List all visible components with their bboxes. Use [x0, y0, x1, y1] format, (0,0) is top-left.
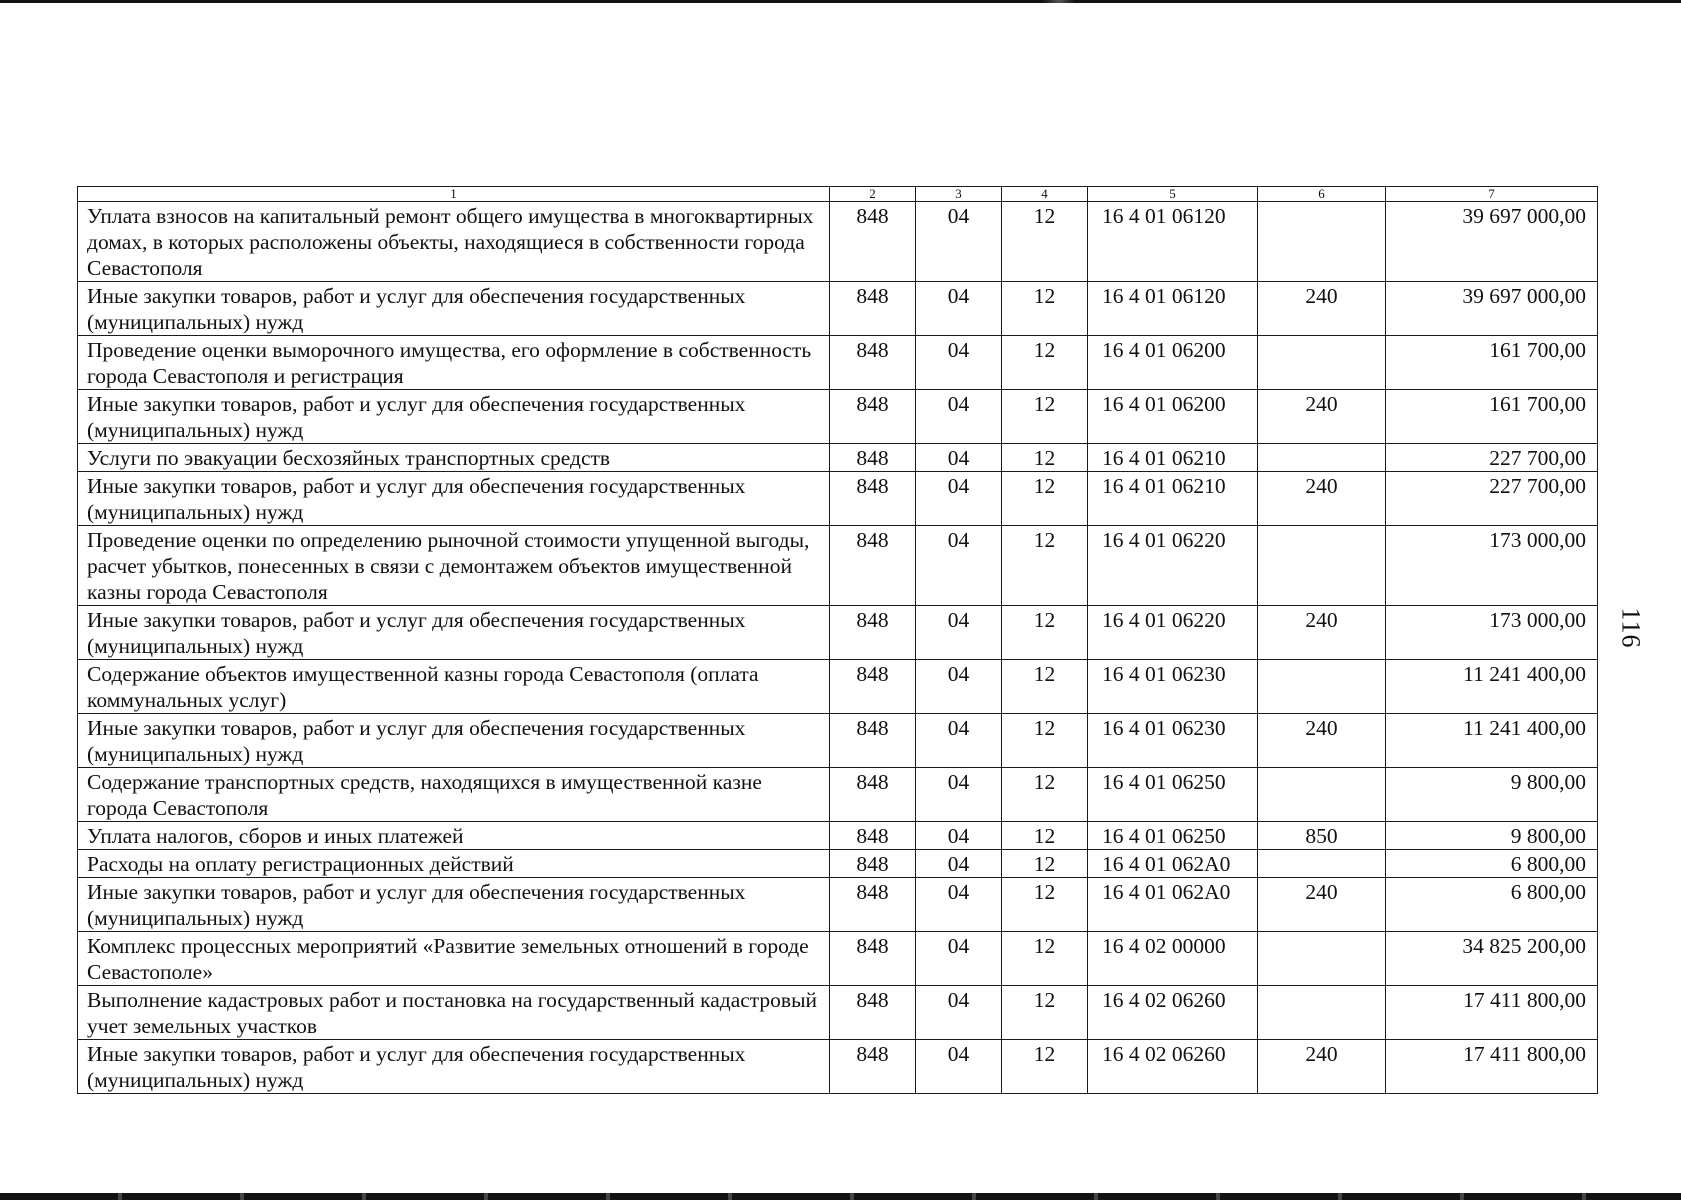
cell-code-3: 04	[916, 1040, 1002, 1094]
header-col-1: 1	[78, 187, 830, 202]
cell-code-3: 04	[916, 660, 1002, 714]
scan-edge-top	[0, 0, 1681, 3]
cell-code-4: 12	[1002, 444, 1088, 472]
cell-code-4: 12	[1002, 472, 1088, 526]
cell-code-6	[1258, 444, 1386, 472]
cell-description: Иные закупки товаров, работ и услуг для обеспечения государственных (муниципальных) нужд	[78, 282, 830, 336]
cell-code-4: 12	[1002, 606, 1088, 660]
cell-code-2: 848	[830, 606, 916, 660]
cell-description: Услуги по эвакуации бесхозяйных транспортных средств	[78, 444, 830, 472]
header-row	[78, 187, 1598, 202]
cell-code-6	[1258, 336, 1386, 390]
cell-description: Иные закупки товаров, работ и услуг для обеспечения государственных (муниципальных) нужд	[78, 472, 830, 526]
cell-code-5: 16 4 02 06260	[1088, 1040, 1258, 1094]
page-number: 116	[1616, 607, 1646, 649]
cell-amount: 39 697 000,00	[1386, 202, 1598, 282]
cell-code-2: 848	[830, 768, 916, 822]
cell-code-5: 16 4 01 06230	[1088, 714, 1258, 768]
cell-code-2: 848	[830, 822, 916, 850]
cell-amount: 227 700,00	[1386, 472, 1598, 526]
cell-amount: 11 241 400,00	[1386, 660, 1598, 714]
cell-code-3: 04	[916, 714, 1002, 768]
cell-code-4: 12	[1002, 282, 1088, 336]
cell-description: Проведение оценки по определению рыночной стоимости упущенной выгоды, расчет убытков, понесенных в связи с демонтажем объектов имущественной казны города Севастополя	[78, 526, 830, 606]
cell-description: Содержание транспортных средств, находящихся в имущественной казне города Севастополя	[78, 768, 830, 822]
table-row	[78, 444, 1598, 472]
table-row	[78, 526, 1598, 606]
cell-code-2: 848	[830, 282, 916, 336]
cell-code-2: 848	[830, 714, 916, 768]
header-col-2: 2	[830, 187, 916, 202]
cell-description: Иные закупки товаров, работ и услуг для обеспечения государственных (муниципальных) нужд	[78, 878, 830, 932]
cell-code-5: 16 4 01 06210	[1088, 472, 1258, 526]
cell-description: Уплата взносов на капитальный ремонт общего имущества в многоквартирных домах, в которых расположены объекты, находящиеся в собственности города Севастополя	[78, 202, 830, 282]
cell-code-3: 04	[916, 878, 1002, 932]
cell-code-3: 04	[916, 444, 1002, 472]
cell-amount: 173 000,00	[1386, 526, 1598, 606]
cell-description: Уплата налогов, сборов и иных платежей	[78, 822, 830, 850]
cell-code-4: 12	[1002, 768, 1088, 822]
cell-code-6: 240	[1258, 1040, 1386, 1094]
cell-code-5: 16 4 01 062A0	[1088, 850, 1258, 878]
cell-code-3: 04	[916, 768, 1002, 822]
cell-code-5: 16 4 01 06210	[1088, 444, 1258, 472]
table-row	[78, 932, 1598, 986]
cell-code-2: 848	[830, 526, 916, 606]
cell-code-6	[1258, 850, 1386, 878]
header-col-6: 6	[1258, 187, 1386, 202]
cell-code-2: 848	[830, 202, 916, 282]
cell-code-5: 16 4 01 062A0	[1088, 878, 1258, 932]
budget-table	[77, 186, 1598, 1094]
cell-code-5: 16 4 01 06200	[1088, 390, 1258, 444]
cell-amount: 161 700,00	[1386, 336, 1598, 390]
cell-amount: 173 000,00	[1386, 606, 1598, 660]
cell-code-2: 848	[830, 444, 916, 472]
cell-code-6: 240	[1258, 606, 1386, 660]
table-row	[78, 1040, 1598, 1094]
cell-description: Комплекс процессных мероприятий «Развитие земельных отношений в городе Севастополе»	[78, 932, 830, 986]
cell-amount: 11 241 400,00	[1386, 714, 1598, 768]
cell-code-3: 04	[916, 932, 1002, 986]
cell-code-5: 16 4 01 06200	[1088, 336, 1258, 390]
table-row	[78, 336, 1598, 390]
table-row	[78, 606, 1598, 660]
cell-code-6	[1258, 526, 1386, 606]
cell-code-4: 12	[1002, 822, 1088, 850]
cell-code-2: 848	[830, 472, 916, 526]
cell-code-4: 12	[1002, 932, 1088, 986]
cell-description: Содержание объектов имущественной казны города Севастополя (оплата коммунальных услуг)	[78, 660, 830, 714]
cell-code-3: 04	[916, 390, 1002, 444]
cell-code-5: 16 4 01 06250	[1088, 822, 1258, 850]
cell-code-3: 04	[916, 202, 1002, 282]
cell-code-3: 04	[916, 526, 1002, 606]
cell-amount: 9 800,00	[1386, 822, 1598, 850]
header-col-7: 7	[1386, 187, 1598, 202]
cell-amount: 6 800,00	[1386, 850, 1598, 878]
cell-code-6: 240	[1258, 878, 1386, 932]
cell-code-5: 16 4 02 06260	[1088, 986, 1258, 1040]
cell-code-2: 848	[830, 336, 916, 390]
cell-code-2: 848	[830, 390, 916, 444]
table-body	[78, 202, 1598, 1094]
cell-description: Иные закупки товаров, работ и услуг для обеспечения государственных (муниципальных) нужд	[78, 1040, 830, 1094]
cell-amount: 39 697 000,00	[1386, 282, 1598, 336]
cell-code-5: 16 4 01 06120	[1088, 202, 1258, 282]
cell-code-2: 848	[830, 878, 916, 932]
cell-code-5: 16 4 01 06120	[1088, 282, 1258, 336]
cell-amount: 34 825 200,00	[1386, 932, 1598, 986]
table-row	[78, 390, 1598, 444]
cell-code-3: 04	[916, 606, 1002, 660]
cell-amount: 227 700,00	[1386, 444, 1598, 472]
cell-code-6: 240	[1258, 472, 1386, 526]
cell-code-6	[1258, 660, 1386, 714]
cell-code-6	[1258, 986, 1386, 1040]
cell-code-2: 848	[830, 660, 916, 714]
table-row	[78, 660, 1598, 714]
cell-code-4: 12	[1002, 390, 1088, 444]
cell-code-6: 240	[1258, 282, 1386, 336]
header-col-3: 3	[916, 187, 1002, 202]
cell-code-4: 12	[1002, 986, 1088, 1040]
cell-code-4: 12	[1002, 850, 1088, 878]
cell-code-5: 16 4 02 00000	[1088, 932, 1258, 986]
cell-code-4: 12	[1002, 660, 1088, 714]
cell-code-4: 12	[1002, 1040, 1088, 1094]
cell-code-6	[1258, 768, 1386, 822]
cell-description: Иные закупки товаров, работ и услуг для обеспечения государственных (муниципальных) нужд	[78, 390, 830, 444]
cell-code-2: 848	[830, 986, 916, 1040]
cell-amount: 161 700,00	[1386, 390, 1598, 444]
scan-edge-bottom	[0, 1193, 1681, 1200]
cell-code-5: 16 4 01 06250	[1088, 768, 1258, 822]
cell-amount: 17 411 800,00	[1386, 986, 1598, 1040]
cell-code-3: 04	[916, 282, 1002, 336]
cell-code-6	[1258, 932, 1386, 986]
table-row	[78, 986, 1598, 1040]
cell-code-5: 16 4 01 06230	[1088, 660, 1258, 714]
cell-code-4: 12	[1002, 202, 1088, 282]
cell-code-6: 850	[1258, 822, 1386, 850]
cell-code-3: 04	[916, 986, 1002, 1040]
table-row	[78, 768, 1598, 822]
cell-code-6: 240	[1258, 714, 1386, 768]
table-row	[78, 714, 1598, 768]
cell-code-4: 12	[1002, 336, 1088, 390]
cell-code-6: 240	[1258, 390, 1386, 444]
table-row	[78, 878, 1598, 932]
cell-code-6	[1258, 202, 1386, 282]
cell-description: Проведение оценки выморочного имущества, его оформление в собственность города Севастополя и регистрация	[78, 336, 830, 390]
cell-code-2: 848	[830, 932, 916, 986]
cell-description: Расходы на оплату регистрационных действий	[78, 850, 830, 878]
table-header	[78, 187, 1598, 202]
cell-description: Иные закупки товаров, работ и услуг для обеспечения государственных (муниципальных) нужд	[78, 606, 830, 660]
header-col-5: 5	[1088, 187, 1258, 202]
cell-description: Выполнение кадастровых работ и постановка на государственный кадастровый учет земельных участков	[78, 986, 830, 1040]
cell-code-4: 12	[1002, 714, 1088, 768]
cell-code-3: 04	[916, 850, 1002, 878]
cell-code-3: 04	[916, 822, 1002, 850]
cell-amount: 17 411 800,00	[1386, 1040, 1598, 1094]
cell-amount: 9 800,00	[1386, 768, 1598, 822]
cell-code-2: 848	[830, 850, 916, 878]
table-row	[78, 822, 1598, 850]
cell-code-5: 16 4 01 06220	[1088, 606, 1258, 660]
cell-amount: 6 800,00	[1386, 878, 1598, 932]
cell-code-3: 04	[916, 472, 1002, 526]
cell-code-4: 12	[1002, 878, 1088, 932]
cell-code-4: 12	[1002, 526, 1088, 606]
table-row	[78, 850, 1598, 878]
cell-code-2: 848	[830, 1040, 916, 1094]
cell-code-3: 04	[916, 336, 1002, 390]
header-col-4: 4	[1002, 187, 1088, 202]
cell-description: Иные закупки товаров, работ и услуг для обеспечения государственных (муниципальных) нужд	[78, 714, 830, 768]
table-row	[78, 472, 1598, 526]
table-row	[78, 282, 1598, 336]
table-row	[78, 202, 1598, 282]
cell-code-5: 16 4 01 06220	[1088, 526, 1258, 606]
